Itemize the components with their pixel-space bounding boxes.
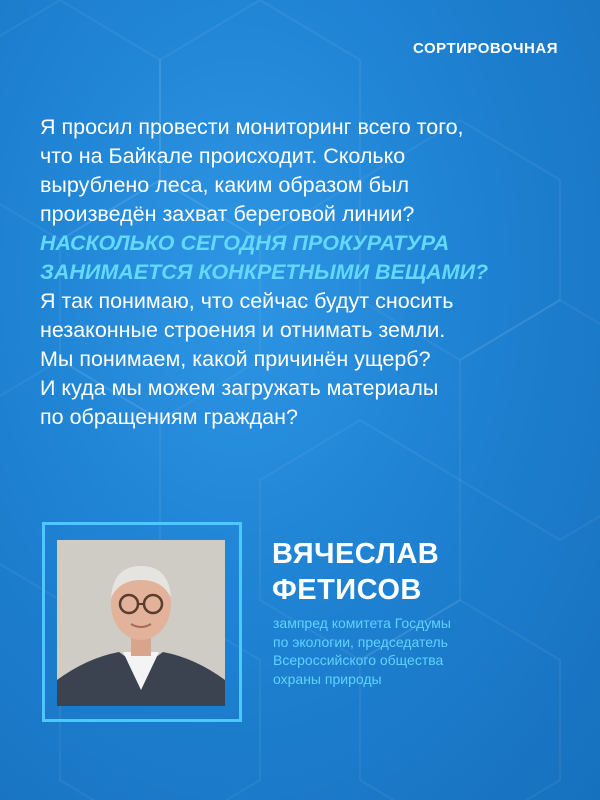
person-last-name: ФЕТИСОВ (272, 574, 422, 606)
role-line: зампред комитета Госдумы (273, 615, 451, 631)
quote-line: Я просил провести мониторинг всего того, (40, 115, 464, 139)
quote-line: Мы понимаем, какой причинён ущерб? (40, 347, 431, 371)
role-line: охраны природы (273, 670, 382, 687)
quote-line: И куда мы можем загружать материалы (40, 376, 439, 400)
role-line: Всероссийского общества (273, 652, 444, 668)
brand-label: СОРТИРОВОЧНАЯ (413, 40, 558, 57)
quote-line: произведён захват береговой линии? (40, 202, 415, 226)
person-name (272, 536, 439, 608)
portrait-icon (57, 540, 225, 706)
person-first-name: ВЯЧЕСЛАВ (272, 538, 440, 570)
quote-line: что на Байкале происходит. Сколько (40, 144, 406, 168)
portrait-photo (57, 540, 225, 706)
quote-accent-line: ЗАНИМАЕТСЯ КОНКРЕТНЫМИ ВЕЩАМИ? (40, 260, 489, 284)
quote-text (40, 113, 570, 432)
quote-accent-line: НАСКОЛЬКО СЕГОДНЯ ПРОКУРАТУРА (40, 231, 450, 255)
role-line: по экологии, председатель (273, 633, 448, 650)
person-role (273, 614, 573, 688)
quote-line: незаконные строения и отнимать земли. (40, 318, 446, 342)
quote-line: Я так понимаю, что сейчас будут сносить (40, 289, 454, 313)
quote-line: по обращениям граждан? (40, 405, 298, 429)
quote-line: вырублено леса, каким образом был (40, 173, 409, 197)
